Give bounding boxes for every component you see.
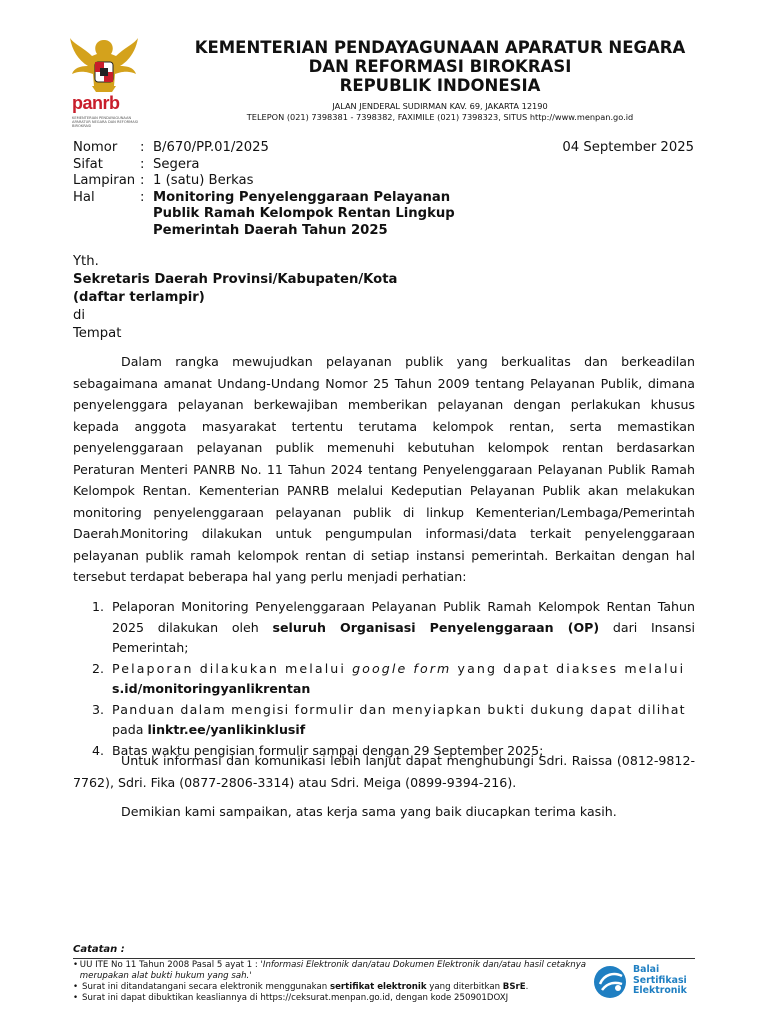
form-link[interactable]: s.id/monitoringyanlikrentan bbox=[112, 681, 311, 696]
list-item bbox=[73, 597, 695, 659]
meta-label: Nomor bbox=[73, 140, 118, 155]
meta-value: B/670/PP.01/2025 bbox=[153, 140, 269, 155]
ministry-name-line1: KEMENTERIAN PENDAYAGUNAAN APARATUR NEGARA bbox=[194, 38, 686, 57]
subject-line3: Pemerintah Daerah Tahun 2025 bbox=[153, 222, 388, 238]
bullet: • bbox=[73, 960, 79, 970]
list-item bbox=[73, 659, 695, 700]
guide-link[interactable]: linktr.ee/yanlikinklusif bbox=[147, 722, 306, 737]
panrb-logo-subtext: KEMENTERIAN PENDAYAGUNAAN APARATUR NEGARA DAN REFORMASI BIROKRASI bbox=[72, 116, 139, 128]
footer-heading: Catatan : bbox=[73, 944, 125, 955]
letter-date: 04 September 2025 bbox=[562, 140, 694, 155]
list-text: Pelaporan Monitoring Penyelenggaraan Pelayanan Publik Ramah Kelompok Rentan Tahun 2025 dilakukan oleh seluruh Organisasi Penyelenggaraan (OP) dari Insansi Pemerintah; bbox=[112, 599, 695, 655]
body-paragraph-4 bbox=[73, 801, 695, 823]
list-item bbox=[73, 700, 695, 741]
body-paragraph-3 bbox=[73, 750, 695, 793]
ministry-contact: TELEPON (021) 7398381 - 7398382, FAXIMILE (021) 7398323, SITUS http://www.menpan.go.id bbox=[246, 112, 634, 122]
emphasis-text: seluruh Organisasi Penyelenggaraan (OP) bbox=[272, 619, 600, 635]
recipient-yth: Yth. bbox=[73, 254, 99, 269]
list-text: Panduan dalam mengisi formulir dan menyiapkan bukti dukung dapat dilihat pada linktr.ee/yanlikinklusif bbox=[112, 701, 686, 737]
paragraph-text: Demikian kami sampaikan, atas kerja sama yang baik diucapkan terima kasih. bbox=[121, 804, 617, 819]
meta-sifat bbox=[73, 157, 473, 174]
ministry-name-line3: REPUBLIK INDONESIA bbox=[339, 76, 541, 95]
meta-colon: : bbox=[140, 189, 145, 205]
footer-note: • UU ITE No 11 Tahun 2008 Pasal 5 ayat 1 : 'Informasi Elektronik dan/atau Dokumen Elektronik dan/atau hasil cetaknya merupakan alat bukti hukum yang sah.' bbox=[73, 960, 587, 981]
google-form-text: google form bbox=[352, 660, 452, 676]
list-number: 3. bbox=[91, 701, 104, 717]
meta-colon: : bbox=[140, 140, 145, 155]
bullet: • bbox=[73, 982, 79, 992]
meta-lampiran bbox=[73, 173, 473, 190]
bsre-logo-icon bbox=[592, 964, 630, 1000]
letter-meta bbox=[73, 140, 473, 239]
list-number: 2. bbox=[91, 660, 104, 676]
ministry-name-line2: DAN REFORMASI BIROKRASI bbox=[308, 57, 572, 76]
meta-value: Segera bbox=[153, 156, 200, 172]
recipient-di: di bbox=[73, 308, 86, 323]
footer-divider bbox=[73, 958, 695, 959]
recipient-name: Sekretaris Daerah Provinsi/Kabupaten/Kota bbox=[73, 272, 398, 287]
list-number: 1. bbox=[91, 599, 104, 614]
paragraph-text: Untuk informasi dan komunikasi lebih lanjut dapat menghubungi Sdri. Raissa (0812-9812-7762), Sdri. Fika (0877-2806-3314) atau Sdri. Meiga (0899-9394-216). bbox=[73, 753, 695, 790]
paragraph-text: Dalam rangka mewujudkan pelayanan publik yang berkualitas dan berkeadilan sebagaimana amanat Undang-Undang Nomor 25 Tahun 2009 tentang Pelayanan Publik, dimana penyelenggara pelayanan berkewajiban memberikan pelayanan dengan perlakukan khusus kepada anggota masyarakat tertentu terutama kelompok rentan, serta memastikan penyelenggaraan pelayanan publik memenuhi kebutuhan kelompok rentan berdasarkan Peraturan Menteri PANRB No. 11 Tahun 2024 tentang Penyelenggaraan Pelayanan Publik Ramah Kelompok Rentan. Kementerian PANRB melalui Kedeputian Pelayanan Publik akan melakukan monitoring penyelenggaraan pelayanan publik di linkup Kementerian/Lembaga/Pemerintah Daerah. bbox=[73, 354, 695, 541]
recipient-note: (daftar terlampir) bbox=[73, 290, 205, 305]
bsre-logo-text: Balai Sertifikasi Elektronik bbox=[633, 964, 687, 996]
meta-label: Sifat bbox=[73, 156, 103, 172]
bullet: • bbox=[73, 993, 79, 1003]
footer-note bbox=[73, 993, 593, 1004]
ministry-address: JALAN JENDERAL SUDIRMAN KAV. 69, JAKARTA 12190 bbox=[332, 101, 548, 111]
subject-line1: Monitoring Penyelenggaraan Pelayanan bbox=[153, 189, 451, 205]
subject-line2: Publik Ramah Kelompok Rentan Lingkup bbox=[153, 206, 455, 221]
footer-notes bbox=[73, 960, 593, 1004]
meta-value: 1 (satu) Berkas bbox=[153, 173, 254, 188]
meta-subject bbox=[153, 190, 473, 240]
panrb-logo-text: panrb bbox=[72, 93, 120, 113]
list-text: Batas waktu pengisian formulir sampai dengan 29 September 2025; bbox=[112, 742, 544, 758]
footer-note: • Surat ini ditandatangani secara elektronik menggunakan sertifikat elektronik yang diterbitkan BSrE. bbox=[73, 982, 529, 992]
paragraph-text: Monitoring dilakukan untuk pengumpulan informasi/data terkait penyelenggaraan pelayanan publik ramah kelompok rentan di setiap instansi pemerintah. Berkaitan dengan hal tersebut terdapat beberapa hal yang perlu menjadi perhatian: bbox=[73, 526, 695, 584]
meta-hal bbox=[73, 190, 473, 240]
recipient-block bbox=[73, 253, 397, 343]
attention-list bbox=[73, 597, 695, 761]
recipient-place: Tempat bbox=[73, 326, 122, 341]
list-number: 4. bbox=[91, 742, 104, 758]
list-text: Pelaporan dilakukan melalui google form yang dapat diakses melalui s.id/monitoringyanlikrentan bbox=[112, 660, 686, 696]
meta-label: Hal bbox=[73, 189, 95, 205]
meta-colon: : bbox=[140, 156, 145, 172]
body-paragraph-2 bbox=[73, 523, 695, 588]
verification-note: Surat ini dapat dibuktikan keasliannya di https://ceksurat.menpan.go.id, dengan kode 250901DOXJ bbox=[82, 993, 509, 1003]
body-paragraph-1 bbox=[73, 351, 695, 545]
meta-colon: : bbox=[140, 173, 145, 188]
meta-nomor bbox=[73, 140, 473, 157]
meta-label: Lampiran bbox=[73, 173, 136, 188]
